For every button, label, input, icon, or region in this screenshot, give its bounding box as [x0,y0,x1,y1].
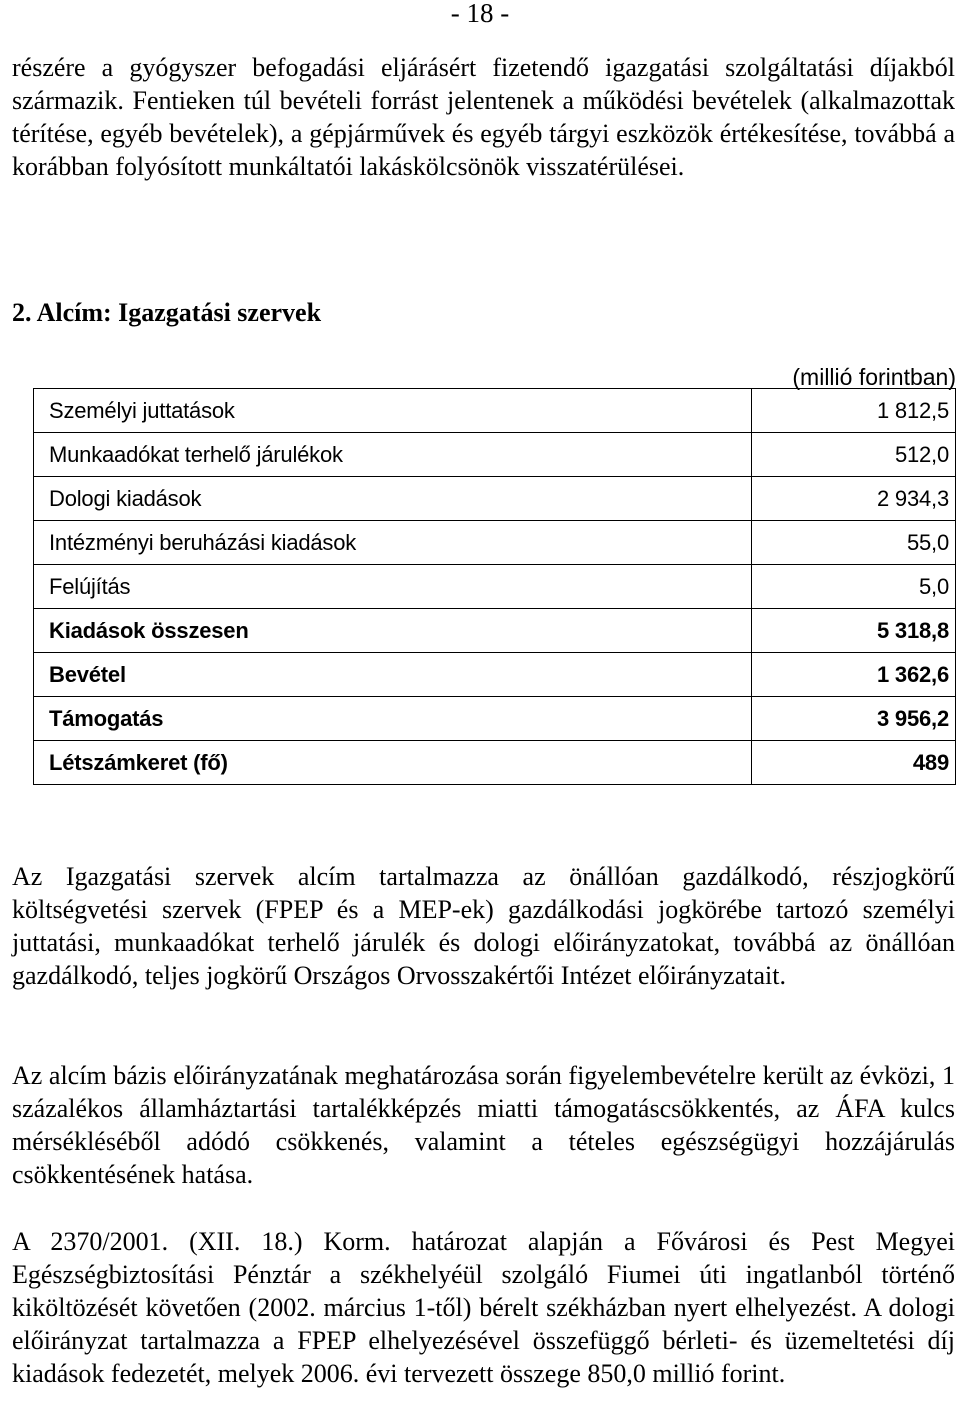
table-row-headcount [34,741,956,785]
row-value: 1 362,6 [751,653,955,697]
table-row [34,565,956,609]
row-value: 5 318,8 [751,609,955,653]
row-label: Bevétel [34,653,752,697]
base-calculation-paragraph: Az alcím bázis előirányzatának meghatározása során figyelembevételre került az évközi, 1 százalékos államháztartási tartalékképzés miatti támogatáscsökkentés, az ÁFA kulcs mérsékléséből adódó csökkenés, valamint a tételes egészségügyi hozzájárulás csökkentésének hatása. [12,1061,955,1189]
row-label: Támogatás [34,697,752,741]
table-row-subsidy [34,697,956,741]
intro-paragraph: részére a gyógyszer befogadási eljárásért fizetendő igazgatási szolgáltatási díjakból származik. Fentieken túl bevételi forrást jelentenek a működési bevételek (alkalmazottak térítése, egyéb bevételek), a gépjárművek és egyéb tárgyi eszközök értékesítése, továbbá a korábban folyósított munkáltatói lakáskölcsönök visszatérülései. [12,53,955,181]
row-label: Munkaadókat terhelő járulékok [34,433,752,477]
row-label: Intézményi beruházási kiadások [34,521,752,565]
table-row [34,389,956,433]
page-number: - 18 - [450,0,510,28]
row-label: Felújítás [34,565,752,609]
table-row [34,433,956,477]
row-value: 55,0 [751,521,955,565]
row-label: Dologi kiadások [34,477,752,521]
row-value: 5,0 [751,565,955,609]
table-row-total-expenses [34,609,956,653]
section-heading: 2. Alcím: Igazgatási szervek [12,298,322,327]
relocation-paragraph: A 2370/2001. (XII. 18.) Korm. határozat alapján a Fővárosi és Pest Megyei Egészségbiztosítási Pénztár a székhelyéül szolgáló Fiumei úti ingatlanból történő kiköltözését követően (2002. március 1-től) bérelt székházban nyert elhelyezést. A dologi előirányzat tartalmazza a FPEP elhelyezésével összefüggő bérleti- és üzemeltetési díj kiadások fedezetét, melyek 2006. évi tervezett összege 850,0 millió forint. [12,1227,955,1388]
row-label: Személyi juttatások [34,389,752,433]
row-value: 512,0 [751,433,955,477]
table-row [34,521,956,565]
row-value: 3 956,2 [751,697,955,741]
budget-table [33,388,956,785]
row-label: Létszámkeret (fő) [34,741,752,785]
table-row [34,477,956,521]
row-value: 2 934,3 [751,477,955,521]
row-value: 489 [751,741,955,785]
table-unit-label: (millió forintban) [792,364,956,390]
description-paragraph: Az Igazgatási szervek alcím tartalmazza az önállóan gazdálkodó, részjogkörű költségvetési szervek (FPEP és a MEP-ek) gazdálkodási jogkörébe tartozó személyi juttatási, munkaadókat terhelő járulék és dologi előirányzatokat, továbbá az önállóan gazdálkodó, teljes jogkörű Országos Orvosszakértői Intézet előirányzatait. [12,862,955,990]
row-value: 1 812,5 [751,389,955,433]
row-label: Kiadások összesen [34,609,752,653]
table-row-revenue [34,653,956,697]
